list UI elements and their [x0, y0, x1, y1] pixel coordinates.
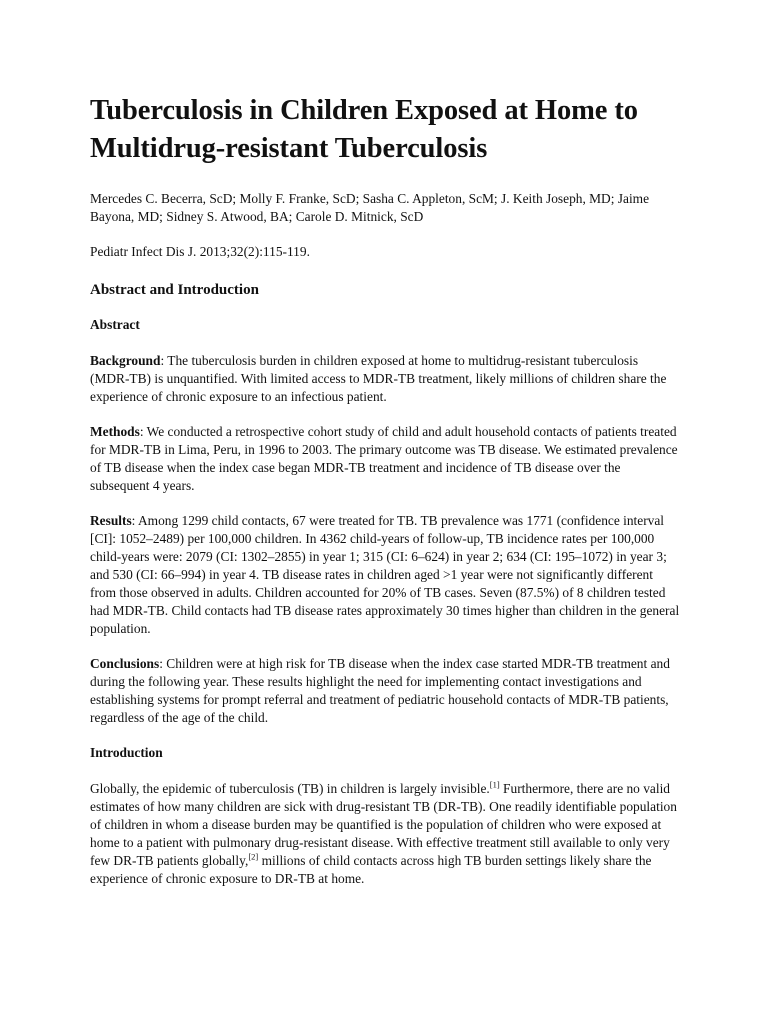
abstract-conclusions — [90, 655, 680, 727]
intro-text-1: Globally, the epidemic of tuberculosis (TB) in children is largely invisible. — [90, 781, 490, 796]
results-label: Results — [90, 513, 132, 528]
reference-link-1[interactable]: [1] — [489, 779, 500, 790]
introduction-paragraph — [90, 780, 680, 888]
journal-citation: Pediatr Infect Dis J. 2013;32(2):115-119. — [90, 244, 310, 259]
background-label: Background — [90, 353, 161, 368]
section-heading: Abstract and Introduction — [90, 282, 259, 298]
intro-text-2: Furthermore, there are no valid estimates of how many children are sick with drug-resistant TB (DR-TB). One readily identifiable population of children in whom a disease burden may be quantified is the population of children who were exposed at home to a patient with pulmonary drug-resistant disease. With effective treatment still available to only very few DR-TB patients globally, — [90, 781, 677, 868]
article-page — [90, 92, 680, 905]
methods-text: : We conducted a retrospective cohort study of child and adult household contacts of patients treated for MDR-TB in Lima, Peru, in 1996 to 2003. The primary outcome was TB disease. We estimated prevalence of TB disease when the index case began MDR-TB treatment and incidence of TB disease over the subsequent 4 years. — [90, 424, 678, 493]
reference-link-2[interactable]: [2] — [248, 851, 259, 862]
conclusions-text: : Children were at high risk for TB disease when the index case started MDR-TB treatment and during the following year. These results highlight the need for implementing contact investigations and establishing systems for prompt referral and treatment of pediatric household contacts of MDR-TB patients, regardless of the age of the child. — [90, 656, 670, 725]
abstract-heading: Abstract — [90, 317, 140, 332]
background-text: : The tuberculosis burden in children exposed at home to multidrug-resistant tuberculosis (MDR-TB) is unquantified. With limited access to MDR-TB treatment, likely millions of children share the experience of chronic exposure to an infectious patient. — [90, 353, 667, 404]
intro-text-3: millions of child contacts across high TB burden settings likely share the experience of chronic exposure to DR-TB at home. — [90, 853, 652, 886]
abstract-methods — [90, 423, 680, 495]
abstract-background — [90, 352, 680, 406]
article-title: Tuberculosis in Children Exposed at Home to Multidrug-resistant Tuberculosis — [90, 95, 638, 164]
conclusions-label: Conclusions — [90, 656, 160, 671]
author-list: Mercedes C. Becerra, ScD; Molly F. Franke, ScD; Sasha C. Appleton, ScM; J. Keith Joseph, MD; Jaime Bayona, MD; Sidney S. Atwood, BA; Carole D. Mitnick, ScD — [90, 191, 650, 224]
results-text: : Among 1299 child contacts, 67 were treated for TB. TB prevalence was 1771 (confidence interval [CI]: 1052–2489) per 100,000 children. In 4362 child-years of follow-up, TB incidence rates per 100,000 child-years were: 2079 (CI: 1302–2855) in year 1; 315 (CI: 6–624) in year 2; 634 (CI: 195–1072) in year 3; and 530 (CI: 66–994) in year 4. TB disease rates in children aged >1 year were not significantly different from those observed in adults. Children accounted for 20% of TB cases. Seven (87.5%) of 8 children tested had MDR-TB. Child contacts had TB disease rates approximately 30 times higher than children in the general population. — [90, 513, 680, 636]
abstract-results — [90, 512, 680, 638]
introduction-heading: Introduction — [90, 745, 163, 760]
methods-label: Methods — [90, 424, 140, 439]
